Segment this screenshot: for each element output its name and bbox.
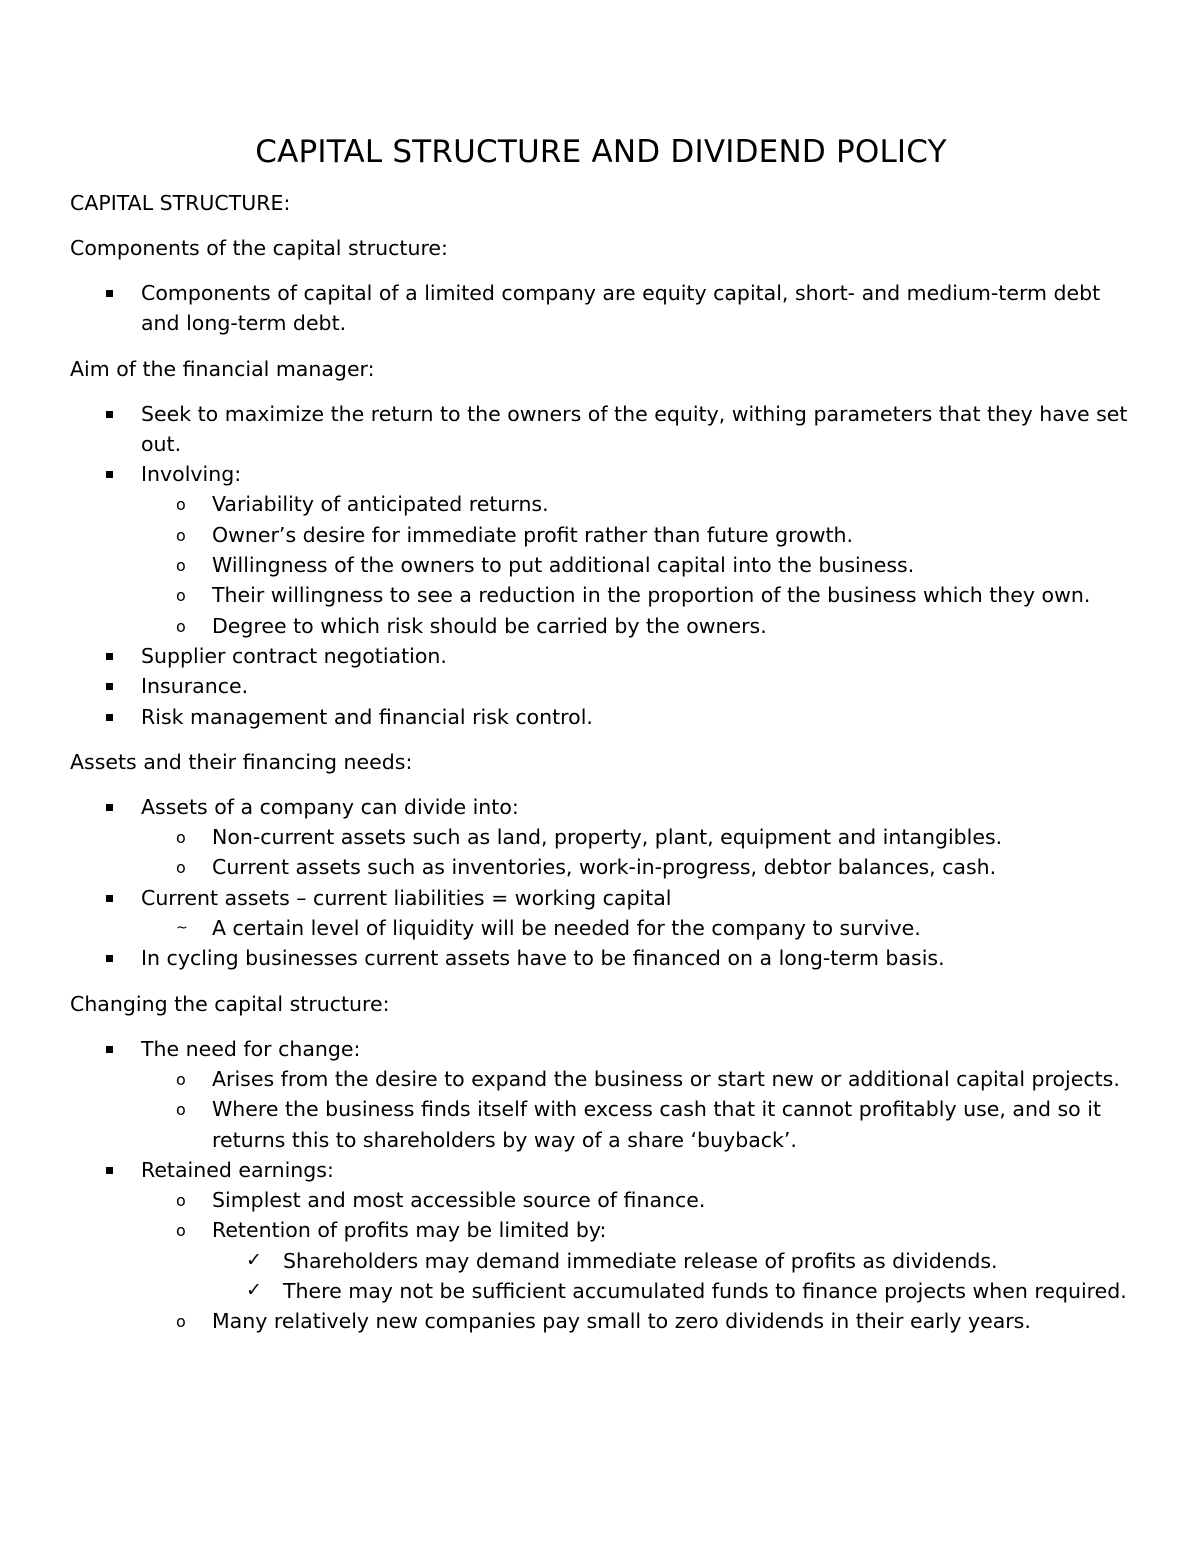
circle-bullet-icon: o: [176, 1191, 186, 1211]
square-bullet-icon: [106, 471, 113, 478]
sub-list-item: [70, 611, 1132, 641]
square-bullet-icon: [106, 714, 113, 721]
square-bullet-icon: [106, 653, 113, 660]
sub-list-item: [70, 1064, 1132, 1094]
circle-bullet-icon: o: [176, 1069, 186, 1089]
section-heading: CAPITAL STRUCTURE:: [70, 191, 291, 215]
circle-bullet-icon: o: [176, 1100, 186, 1120]
check-bullet-icon: ✓: [246, 1248, 262, 1271]
circle-bullet-icon: o: [176, 1221, 186, 1241]
check-bullet-icon: ✓: [246, 1279, 262, 1302]
list-item-text: Seek to maximize the return to the owners of the equity, withing parameters that they have set out.: [141, 401, 1128, 456]
square-bullet-icon: [106, 411, 113, 418]
sub-list-item: [70, 580, 1132, 610]
circle-bullet-icon: o: [176, 556, 186, 576]
list-item-text: Willingness of the owners to put additional capital into the business.: [212, 553, 915, 578]
list-item: [70, 702, 1132, 732]
list-item: [70, 1155, 1132, 1185]
list-item: [70, 1034, 1132, 1064]
assets-list: [70, 792, 1132, 974]
list-item: [70, 883, 1132, 913]
circle-bullet-icon: o: [176, 1312, 186, 1332]
square-bullet-icon: [106, 895, 113, 902]
assets-heading: Assets and their financing needs:: [70, 749, 413, 774]
square-bullet-icon: [106, 290, 113, 297]
list-item-text: Where the business finds itself with excess cash that it cannot profitably use, and so it returns this to shareholders by way of a share ‘buyback’.: [212, 1097, 1101, 1152]
document-page: [70, 130, 1132, 1352]
list-item-text: Risk management and financial risk control.: [141, 704, 593, 729]
list-item-text: Degree to which risk should be carried by the owners.: [212, 613, 767, 638]
square-bullet-icon: [106, 1167, 113, 1174]
list-item-text: A certain level of liquidity will be needed for the company to survive.: [212, 916, 921, 941]
circle-bullet-icon: o: [176, 616, 186, 636]
list-item-text: Retention of profits may be limited by:: [212, 1218, 607, 1243]
sub-sub-list-item: [70, 1246, 1132, 1276]
sub-list-item: [70, 1215, 1132, 1245]
list-item: [70, 792, 1132, 822]
list-item: [70, 943, 1132, 973]
sub-list-item: [70, 822, 1132, 852]
components-heading: Components of the capital structure:: [70, 236, 448, 260]
sub-list-item: [70, 489, 1132, 519]
circle-bullet-icon: o: [176, 495, 186, 515]
page-title: CAPITAL STRUCTURE AND DIVIDEND POLICY: [255, 134, 947, 170]
list-item: [70, 641, 1132, 671]
square-bullet-icon: [106, 955, 113, 962]
list-item-text: Insurance.: [141, 674, 249, 699]
sub-list-item: [70, 1306, 1132, 1336]
list-item-text: Variability of anticipated returns.: [212, 492, 549, 517]
list-item: [70, 399, 1132, 460]
square-bullet-icon: [106, 804, 113, 811]
list-item-text: Components of capital of a limited company are equity capital, short- and medium-term debt and long-term debt.: [141, 281, 1101, 336]
list-item-text: Simplest and most accessible source of finance.: [212, 1188, 706, 1213]
sub-list-item: [70, 1185, 1132, 1215]
changing-list: [70, 1034, 1132, 1337]
list-item-text: Current assets such as inventories, work-in-progress, debtor balances, cash.: [212, 855, 997, 880]
list-item-text: Assets of a company can divide into:: [141, 794, 519, 819]
list-item-text: Shareholders may demand immediate release of profits as dividends.: [283, 1248, 998, 1273]
circle-bullet-icon: o: [176, 828, 186, 848]
circle-bullet-icon: o: [176, 586, 186, 606]
sub-list-item: [70, 520, 1132, 550]
sub-list-item: [70, 1094, 1132, 1155]
square-bullet-icon: [106, 683, 113, 690]
list-item-text: Their willingness to see a reduction in the proportion of the business which they own.: [212, 583, 1091, 608]
list-item-text: Owner’s desire for immediate profit rather than future growth.: [212, 522, 854, 547]
list-item-text: In cycling businesses current assets have to be financed on a long-term basis.: [141, 946, 945, 971]
list-item: [70, 278, 1132, 339]
list-item-text: Non-current assets such as land, property, plant, equipment and intangibles.: [212, 825, 1003, 850]
list-item-text: Retained earnings:: [141, 1157, 334, 1182]
sub-sub-list-item: [70, 1276, 1132, 1306]
list-item-text: The need for change:: [141, 1036, 361, 1061]
sub-list-item: [70, 550, 1132, 580]
components-list: [70, 278, 1132, 339]
list-item-text: Current assets – current liabilities = working capital: [141, 885, 672, 910]
list-item-text: There may not be sufficient accumulated funds to finance projects when required.: [283, 1279, 1127, 1304]
circle-bullet-icon: o: [176, 525, 186, 545]
list-item-text: Involving:: [141, 462, 242, 487]
list-item-text: Arises from the desire to expand the business or start new or additional capital projects.: [212, 1066, 1120, 1091]
changing-heading: Changing the capital structure:: [70, 991, 390, 1016]
sub-list-item: [70, 913, 1132, 943]
aim-list: [70, 399, 1132, 732]
square-bullet-icon: [106, 1046, 113, 1053]
list-item: [70, 671, 1132, 701]
tilde-bullet-icon: ~: [176, 920, 188, 937]
list-item-text: Many relatively new companies pay small to zero dividends in their early years.: [212, 1309, 1031, 1334]
sub-list-item: [70, 852, 1132, 882]
list-item: [70, 459, 1132, 489]
circle-bullet-icon: o: [176, 858, 186, 878]
aim-heading: Aim of the financial manager:: [70, 356, 375, 381]
list-item-text: Supplier contract negotiation.: [141, 643, 447, 668]
